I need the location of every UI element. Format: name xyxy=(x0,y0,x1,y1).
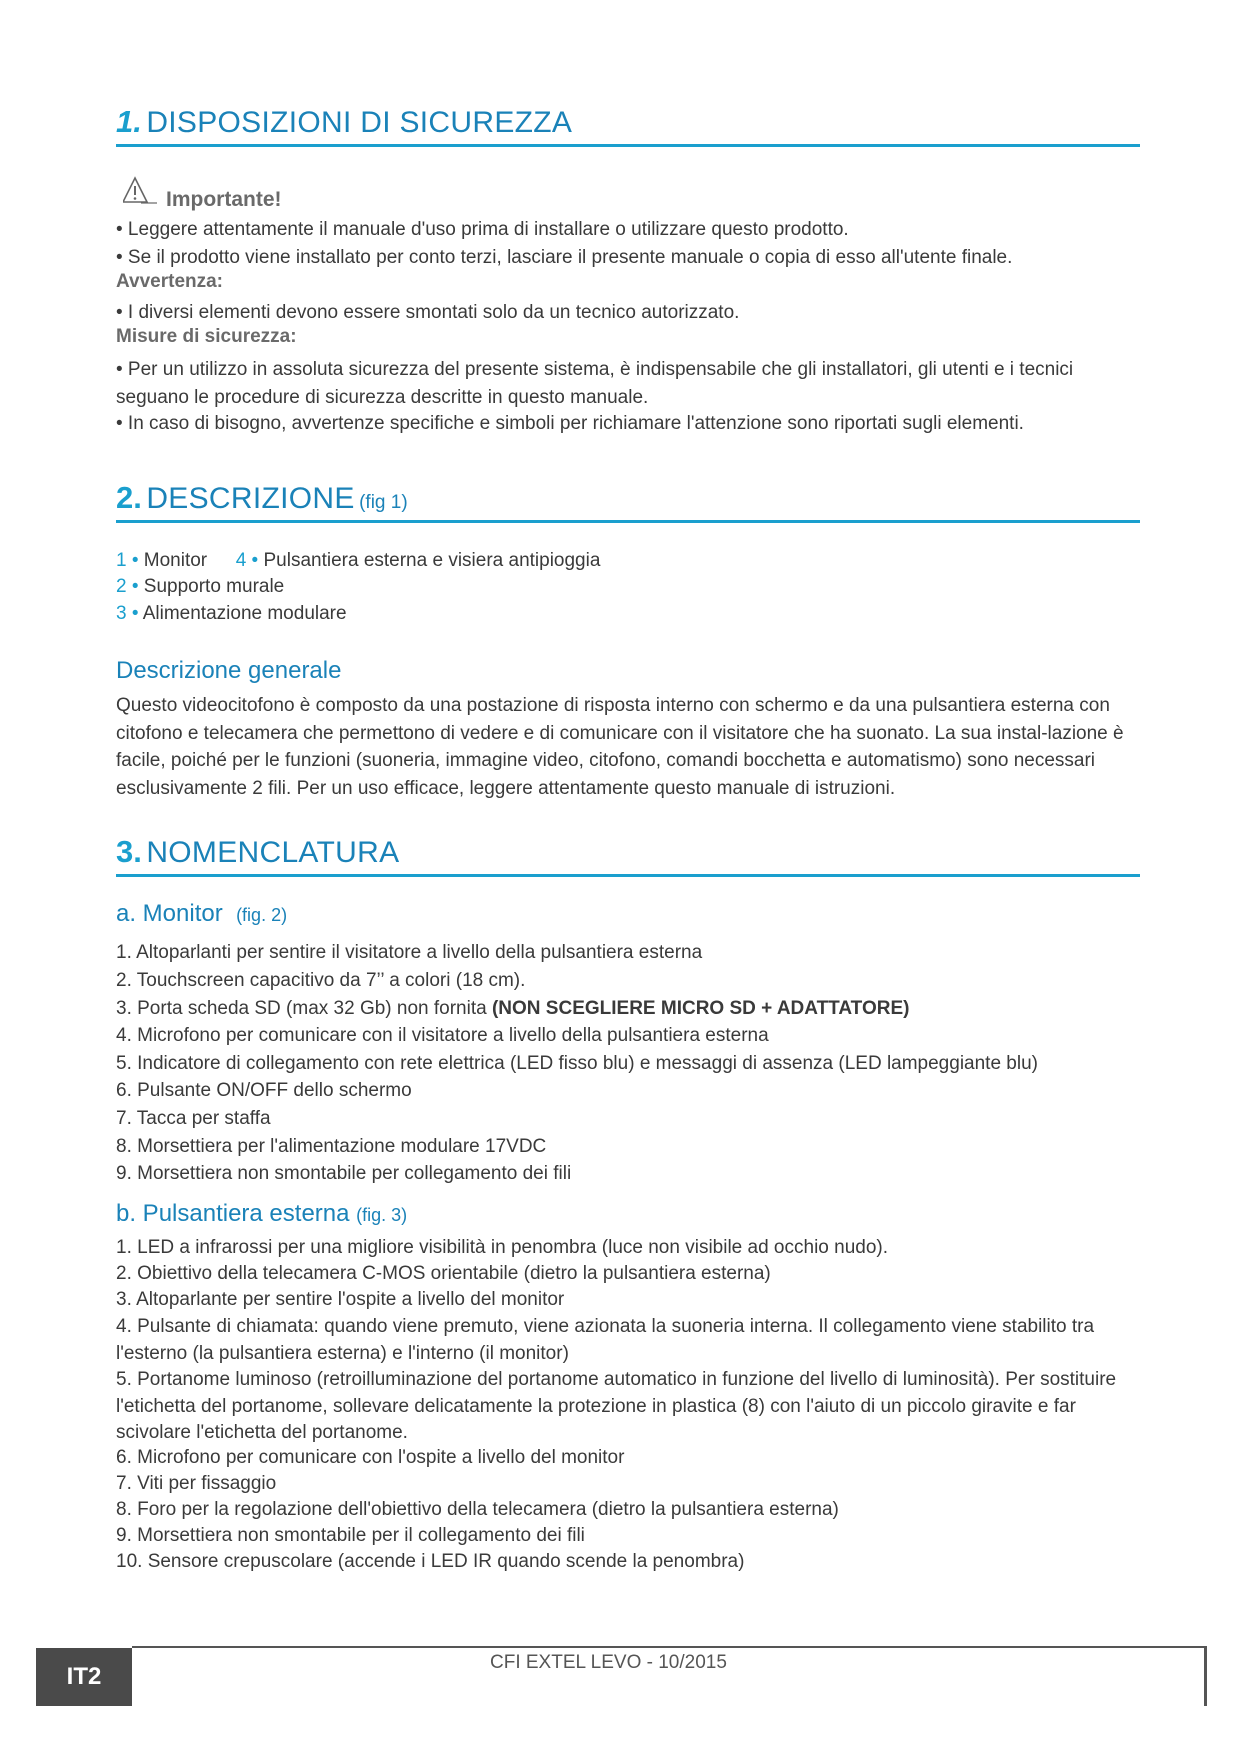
page-number-tab xyxy=(36,1648,132,1706)
safety-bullet-read-manual: • Leggere attentamente il manuale d'uso prima di installare o utilizzare questo prodotto. xyxy=(116,219,849,240)
section3-title: NOMENCLATURA xyxy=(146,836,400,869)
section1-number: 1. xyxy=(116,104,142,139)
footer-right-border xyxy=(1204,1646,1207,1706)
monitor-item: 9. Morsettiera non smontabile per collegamento dei fili xyxy=(116,1163,572,1184)
page-number: IT2 xyxy=(66,1663,102,1690)
monitor-title: a. Monitor xyxy=(116,900,223,927)
footer-divider xyxy=(132,1646,1206,1648)
monitor-item: 7. Tacca per staffa xyxy=(116,1108,271,1129)
panel-item: 3. Altoparlante per sentire l'ospite a livello del monitor xyxy=(116,1289,565,1310)
panel-item: 10. Sensore crepuscolare (accende i LED IR quando scende la penombra) xyxy=(116,1551,745,1572)
warning-triangle-icon xyxy=(123,176,159,213)
monitor-subtitle xyxy=(116,900,287,928)
component-num: 4 • xyxy=(235,550,259,571)
footer-doc-ref: CFI EXTEL LEVO - 10/2015 xyxy=(490,1652,727,1673)
monitor-item-sd-warning: (NON SCEGLIERE MICRO SD + ADATTATORE) xyxy=(491,998,910,1019)
monitor-item-sd xyxy=(116,997,909,1021)
monitor-item: 4. Microfono per comunicare con il visitatore a livello della pulsantiera esterna xyxy=(116,1025,769,1046)
panel-item: 9. Morsettiera non smontabile per il collegamento dei fili xyxy=(116,1525,585,1546)
component-row-2 xyxy=(116,575,284,599)
section3-heading xyxy=(116,834,1140,877)
safety-bullet-procedures: • Per un utilizzo in assoluta sicurezza del presente sistema, è indispensabile che gli installatori, gli utenti e i tecnici seguano le procedure di sicurezza descritte in questo manuale. xyxy=(116,359,1074,408)
safety-bullet-third-party: • Se il prodotto viene installato per conto terzi, lasciare il presente manuale o copia di esso all'utente finale. xyxy=(116,247,1013,268)
panel-item: 6. Microfono per comunicare con l'ospite a livello del monitor xyxy=(116,1447,625,1468)
section2-heading xyxy=(116,480,1140,523)
component-num: 1 • xyxy=(116,550,139,571)
panel-item: 8. Foro per la regolazione dell'obiettivo della telecamera (dietro la pulsantiera esterna) xyxy=(116,1499,839,1520)
monitor-fig-ref: (fig. 2) xyxy=(236,905,288,925)
panel-item: 4. Pulsante di chiamata: quando viene premuto, viene azionata la suoneria interna. Il collegamento viene stabilito tra l'esterno (la pulsantiera esterna) e l'interno (il monitor) xyxy=(116,1316,1095,1364)
monitor-item: 6. Pulsante ON/OFF dello schermo xyxy=(116,1080,412,1101)
monitor-item-sd-text: 3. Porta scheda SD (max 32 Gb) non fornita xyxy=(116,998,487,1019)
warning-bullet: • I diversi elementi devono essere smontati solo da un tecnico autorizzato. xyxy=(116,302,740,323)
section1-title: DISPOSIZIONI DI SICUREZZA xyxy=(146,106,573,139)
component-label: Alimentazione modulare xyxy=(142,603,347,624)
warning-label: Avvertenza: xyxy=(116,271,224,292)
important-label: Importante! xyxy=(166,188,282,211)
monitor-item: 8. Morsettiera per l'alimentazione modulare 17VDC xyxy=(116,1136,547,1157)
section1-heading xyxy=(116,104,1140,147)
section2-title: DESCRIZIONE xyxy=(146,482,355,515)
panel-fig-ref: (fig. 3) xyxy=(356,1205,408,1225)
component-row-3 xyxy=(116,602,347,626)
monitor-item: 5. Indicatore di collegamento con rete elettrica (LED fisso blu) e messaggi di assenza (LED lampeggiante blu) xyxy=(116,1053,1038,1074)
panel-item: 7. Viti per fissaggio xyxy=(116,1473,277,1494)
monitor-item: 1. Altoparlanti per sentire il visitatore a livello della pulsantiera esterna xyxy=(116,942,703,963)
component-label: Supporto murale xyxy=(143,576,285,597)
component-num: 2 • xyxy=(116,576,139,597)
component-num: 3 • xyxy=(116,603,139,624)
section2-number: 2. xyxy=(116,480,142,515)
general-description-text: Questo videocitofono è composto da una postazione di risposta interno con schermo e da una pulsantiera esterna con citofono e telecamera che permettono di vedere e di comunicare con il visitatore che ha suonato. La sua instal-lazione è facile, poiché per le funzioni (suoneria, immagine video, citofono, comandi bocchetta e automatismo) sono necessari esclusivamente 2 fili. Per un uso efficace, leggere attentamente questo manuale di istruzioni. xyxy=(116,695,1124,799)
panel-title: b. Pulsantiera esterna xyxy=(116,1200,350,1227)
component-label: Pulsantiera esterna e visiera antipioggia xyxy=(263,550,601,571)
monitor-item: 2. Touchscreen capacitivo da 7’’ a colori (18 cm). xyxy=(116,970,526,991)
general-description-title: Descrizione generale xyxy=(116,657,342,684)
section3-number: 3. xyxy=(116,834,142,869)
safety-measures-label: Misure di sicurezza: xyxy=(116,326,297,347)
safety-bullet-symbols: • In caso di bisogno, avvertenze specifiche e simboli per richiamare l'attenzione sono riportati sugli elementi. xyxy=(116,413,1024,434)
component-row-1 xyxy=(116,549,600,573)
component-label: Monitor xyxy=(143,550,208,571)
panel-item: 2. Obiettivo della telecamera C-MOS orientabile (dietro la pulsantiera esterna) xyxy=(116,1263,771,1284)
panel-subtitle xyxy=(116,1200,407,1228)
panel-item: 5. Portanome luminoso (retroilluminazione del portanome automatico in funzione del livello di luminosità). Per sostituire l'etichetta del portanome, sollevare delicatamente la protezione in plastica (8) con l'aiuto di un piccolo giravite e far scivolare l'etichetta del portanome. xyxy=(116,1369,1117,1443)
section2-fig-ref: (fig 1) xyxy=(359,492,408,513)
panel-item: 1. LED a infrarossi per una migliore visibilità in penombra (luce non visibile ad occhio nudo). xyxy=(116,1237,889,1258)
